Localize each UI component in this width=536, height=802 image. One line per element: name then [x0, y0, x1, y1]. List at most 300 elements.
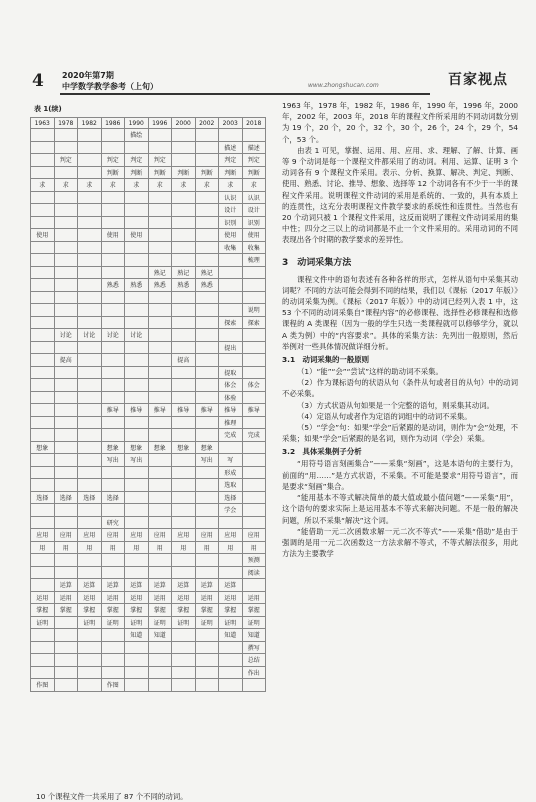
table-cell [54, 441, 78, 454]
table-row [31, 179, 266, 192]
table-cell: 判断 [172, 166, 196, 179]
year-header: 1990 [125, 118, 149, 129]
table-cell [219, 654, 243, 667]
table-cell: 用 [195, 541, 219, 554]
table-cell [195, 129, 219, 142]
table-cell: 判定 [242, 154, 266, 167]
table-cell: 认识 [219, 191, 243, 204]
table-row [31, 316, 266, 329]
table-cell [172, 191, 196, 204]
table-cell [54, 366, 78, 379]
table-cell [219, 329, 243, 342]
table-cell [31, 266, 55, 279]
table-cell: 证明 [78, 616, 102, 629]
table-cell: 选择 [78, 491, 102, 504]
table-cell [172, 141, 196, 154]
table-note: 10 个课程文件一共采用了 87 个不同的动词。 [36, 792, 188, 801]
table-cell [172, 554, 196, 567]
table-row [31, 666, 266, 679]
table-cell [148, 454, 172, 467]
table-cell [78, 154, 102, 167]
table-row [31, 441, 266, 454]
table-cell: 证明 [242, 616, 266, 629]
rule-item: （5）“学会”句：如果“学会”后紧跟的是动词，则作为“会”处理，不采集；如果“学会”后紧跟的是名词，则作为动词（学会）采集。 [282, 423, 518, 444]
table-cell [125, 241, 149, 254]
table-cell [148, 504, 172, 517]
table-cell [54, 554, 78, 567]
table-cell [54, 641, 78, 654]
rule-item: （4）定语从句或者作为定语的词组中的动词不采集。 [297, 411, 472, 421]
table-cell: 选择 [54, 491, 78, 504]
table-cell: 说明 [242, 304, 266, 317]
table-cell [125, 504, 149, 517]
table-cell: 用 [101, 541, 125, 554]
table-row [31, 529, 266, 542]
table-cell [195, 254, 219, 267]
table-cell [242, 491, 266, 504]
table-cell: 证明 [148, 616, 172, 629]
table-cell [125, 266, 149, 279]
table-cell [78, 254, 102, 267]
table-cell [78, 641, 102, 654]
table-cell [172, 304, 196, 317]
table-cell: 运算 [125, 579, 149, 592]
table-cell [148, 241, 172, 254]
table-cell [148, 216, 172, 229]
table-cell [195, 466, 219, 479]
table-row [31, 354, 266, 367]
table-cell: 判定 [101, 154, 125, 167]
table-cell [242, 504, 266, 517]
table-row [31, 416, 266, 429]
table-cell: 判断 [242, 166, 266, 179]
table-cell: 判定 [219, 154, 243, 167]
table-cell [101, 191, 125, 204]
table-cell [54, 679, 78, 692]
table-cell [101, 554, 125, 567]
table-cell: 应用 [242, 529, 266, 542]
table-cell: 运用 [125, 591, 149, 604]
table-cell: 想象 [172, 441, 196, 454]
table-cell [125, 304, 149, 317]
table-cell [148, 416, 172, 429]
table-cell: 使用 [125, 229, 149, 242]
table-cell [219, 641, 243, 654]
table-cell [101, 391, 125, 404]
table-cell [31, 554, 55, 567]
table-cell [219, 554, 243, 567]
table-cell: 运算 [219, 579, 243, 592]
table-cell: 运算 [101, 579, 125, 592]
table-cell [195, 141, 219, 154]
table-cell [54, 654, 78, 667]
table-cell [219, 666, 243, 679]
table-cell [101, 566, 125, 579]
table-row [31, 166, 266, 179]
table-cell: 掌握 [54, 604, 78, 617]
page-number: 4 [32, 71, 44, 91]
table-cell [148, 254, 172, 267]
table-cell: 掌握 [31, 604, 55, 617]
table-cell [242, 679, 266, 692]
table-cell: 完成 [242, 429, 266, 442]
table-cell: 运用 [54, 591, 78, 604]
table-row [31, 491, 266, 504]
table-cell [78, 266, 102, 279]
table-cell [31, 316, 55, 329]
table-cell: 证明 [172, 616, 196, 629]
table-cell: 运用 [172, 591, 196, 604]
table-cell [54, 191, 78, 204]
table-cell [78, 279, 102, 292]
table-cell [101, 466, 125, 479]
table-cell [148, 429, 172, 442]
table-cell [31, 504, 55, 517]
year-header: 1996 [148, 118, 172, 129]
right-column [282, 100, 518, 559]
example-paragraph: “能用基本不等式解决简单的最大值或最小值问题”——采集“用”，这个语句的要求实际上是运用基本不等式来解决问题。不是一般的解决问题，所以不采集“解决”这个词。 [282, 493, 518, 525]
table-cell: 讨论 [54, 329, 78, 342]
table-row [31, 466, 266, 479]
table-cell [31, 429, 55, 442]
table-cell: 应用 [54, 529, 78, 542]
table-cell [78, 166, 102, 179]
table-cell [195, 241, 219, 254]
table-cell [195, 554, 219, 567]
table-cell [125, 191, 149, 204]
table-cell [172, 154, 196, 167]
table-cell: 讨论 [101, 329, 125, 342]
table-row [31, 229, 266, 242]
table-cell: 推导 [125, 404, 149, 417]
table-cell [195, 191, 219, 204]
table-cell [101, 641, 125, 654]
table-cell: 求 [219, 179, 243, 192]
table-cell [31, 466, 55, 479]
table-cell [78, 366, 102, 379]
table-cell [172, 316, 196, 329]
table-cell: 熟悉 [172, 279, 196, 292]
table-row [31, 304, 266, 317]
table-cell [219, 354, 243, 367]
table-cell: 判断 [219, 166, 243, 179]
table-cell: 运算 [148, 579, 172, 592]
table-cell [31, 454, 55, 467]
table-cell [125, 354, 149, 367]
table-cell [242, 279, 266, 292]
table-cell [242, 579, 266, 592]
table-row [31, 291, 266, 304]
table-cell: 掌握 [219, 604, 243, 617]
table-cell: 应用 [172, 529, 196, 542]
table-cell [54, 304, 78, 317]
table-cell: 判断 [101, 166, 125, 179]
table-cell [172, 666, 196, 679]
table-header-row [31, 118, 266, 129]
table-cell [195, 354, 219, 367]
table-cell [219, 279, 243, 292]
table-row [31, 566, 266, 579]
table-cell [195, 679, 219, 692]
table-cell [172, 229, 196, 242]
table-cell: 运用 [195, 591, 219, 604]
table-cell: 作图 [31, 679, 55, 692]
section-heading: 3 动词采集方法 [282, 257, 352, 268]
table-cell [148, 341, 172, 354]
table-cell: 求 [172, 179, 196, 192]
table-cell [125, 666, 149, 679]
table-cell: 探索 [219, 316, 243, 329]
table-cell: 知道 [219, 629, 243, 642]
table-cell [78, 141, 102, 154]
table-cell [172, 329, 196, 342]
table-cell: 讨论 [125, 329, 149, 342]
table-cell [219, 516, 243, 529]
table-cell: 探索 [242, 316, 266, 329]
table-cell [101, 479, 125, 492]
table-cell [148, 204, 172, 217]
table-cell: 体会 [219, 379, 243, 392]
table-cell [31, 291, 55, 304]
table-cell: 求 [125, 179, 149, 192]
table-cell: 形成 [219, 466, 243, 479]
table-cell: 使用 [101, 229, 125, 242]
table-cell [31, 129, 55, 142]
example-paragraph: “能借助一元二次函数求解一元二次不等式”——采集“借助”是由于强调的是用一元二次函数这一方法求解不等式，不等式解法很多，用此方法为主要教学 [282, 526, 518, 559]
table-cell [78, 504, 102, 517]
year-header: 1963 [31, 118, 55, 129]
table-cell [54, 404, 78, 417]
table-cell [101, 291, 125, 304]
table-cell [172, 366, 196, 379]
table-cell [172, 391, 196, 404]
table-cell [195, 641, 219, 654]
table-cell [148, 229, 172, 242]
table-cell [78, 466, 102, 479]
table-cell [101, 204, 125, 217]
table-cell: 作出 [242, 666, 266, 679]
table-cell [78, 666, 102, 679]
table-cell: 使用 [31, 229, 55, 242]
table-cell [31, 516, 55, 529]
table-cell [101, 666, 125, 679]
table-cell [195, 379, 219, 392]
table-cell [125, 429, 149, 442]
year-header: 2002 [195, 118, 219, 129]
table-cell: 熟记 [148, 266, 172, 279]
table-cell: 体会 [242, 379, 266, 392]
table-cell [172, 641, 196, 654]
table-cell [78, 341, 102, 354]
table-cell [31, 641, 55, 654]
table-cell [148, 304, 172, 317]
table-cell: 求 [148, 179, 172, 192]
table-cell [54, 279, 78, 292]
table-row [31, 654, 266, 667]
table-cell: 用 [172, 541, 196, 554]
table-cell [78, 354, 102, 367]
table-cell: 判断 [195, 166, 219, 179]
table-cell [125, 141, 149, 154]
table-cell [172, 504, 196, 517]
table-cell: 应用 [148, 529, 172, 542]
table-cell [31, 241, 55, 254]
rule-item: （2）作为课标语句的状语从句（条件从句或者目的从句）中的动词不必采集。 [282, 378, 518, 399]
table-cell [242, 354, 266, 367]
table-cell [54, 229, 78, 242]
table-cell [78, 129, 102, 142]
table-cell [172, 416, 196, 429]
table-cell [172, 204, 196, 217]
table-cell: 选择 [219, 491, 243, 504]
table-cell [242, 516, 266, 529]
table-cell: 用 [219, 541, 243, 554]
table-cell [219, 266, 243, 279]
table-cell [148, 491, 172, 504]
table-cell [31, 141, 55, 154]
table-cell [78, 304, 102, 317]
table-cell: 写出 [125, 454, 149, 467]
table-cell [148, 316, 172, 329]
table-row [31, 516, 266, 529]
table-cell [31, 579, 55, 592]
table-cell: 应用 [31, 529, 55, 542]
table-cell [101, 629, 125, 642]
table-row [31, 266, 266, 279]
table-cell: 知道 [125, 629, 149, 642]
table-cell: 求 [101, 179, 125, 192]
table-cell [148, 366, 172, 379]
table-cell: 作图 [101, 679, 125, 692]
table-cell: 认识 [242, 191, 266, 204]
table-row [31, 579, 266, 592]
table-cell [31, 166, 55, 179]
table-cell [219, 441, 243, 454]
year-header: 2018 [242, 118, 266, 129]
table-cell [54, 316, 78, 329]
table-row [31, 279, 266, 292]
table-cell: 撰写 [242, 641, 266, 654]
table-cell [195, 416, 219, 429]
table-cell: 选择 [31, 491, 55, 504]
table-cell [242, 416, 266, 429]
table-cell: 知道 [148, 629, 172, 642]
table-cell [101, 129, 125, 142]
table-cell [31, 629, 55, 642]
table-cell: 提取 [219, 366, 243, 379]
table-cell: 推导 [219, 404, 243, 417]
table-cell [172, 654, 196, 667]
table-cell: 证明 [125, 616, 149, 629]
table-cell: 熟悉 [148, 279, 172, 292]
table-cell [125, 654, 149, 667]
table-cell: 讨论 [78, 329, 102, 342]
table-caption: 表 1(续) [34, 105, 62, 113]
table-cell: 运用 [78, 591, 102, 604]
table-cell [54, 504, 78, 517]
table-cell [148, 466, 172, 479]
table-cell: 求 [242, 179, 266, 192]
table-cell: 用 [242, 541, 266, 554]
table-cell [125, 216, 149, 229]
table-cell: 熟悉 [101, 279, 125, 292]
table-cell: 掌握 [195, 604, 219, 617]
table-cell: 求 [78, 179, 102, 192]
table-cell [172, 241, 196, 254]
table-cell: 推导 [242, 404, 266, 417]
table-cell [148, 379, 172, 392]
table-cell [125, 391, 149, 404]
table-cell [54, 129, 78, 142]
table-cell [78, 566, 102, 579]
table-cell: 用 [125, 541, 149, 554]
table-cell [195, 341, 219, 354]
table-cell [195, 491, 219, 504]
table-cell: 掌握 [242, 604, 266, 617]
table-row [31, 479, 266, 492]
table-cell [78, 416, 102, 429]
table-cell [54, 216, 78, 229]
table-cell [125, 679, 149, 692]
table-cell [148, 391, 172, 404]
table-cell [78, 191, 102, 204]
table-cell [242, 441, 266, 454]
table-cell: 提出 [219, 341, 243, 354]
table-cell [54, 291, 78, 304]
table-cell [31, 304, 55, 317]
table-cell [242, 129, 266, 142]
table-cell [78, 654, 102, 667]
table-cell: 学会 [219, 504, 243, 517]
table-cell: 运算 [78, 579, 102, 592]
table-cell [148, 666, 172, 679]
table-cell [195, 654, 219, 667]
table-cell [54, 391, 78, 404]
table-cell [172, 291, 196, 304]
table-cell [78, 391, 102, 404]
table-cell: 提高 [172, 354, 196, 367]
table-cell [125, 566, 149, 579]
table-cell: 用 [78, 541, 102, 554]
table-cell [219, 679, 243, 692]
table-cell: 熟记 [172, 266, 196, 279]
column-title: 百家视点 [448, 72, 508, 88]
table-cell [172, 479, 196, 492]
table-cell [148, 291, 172, 304]
table-cell [195, 316, 219, 329]
rule-item: （3）方式状语从句如果是一个完整的语句，则采集其动词。 [297, 400, 494, 410]
table-cell [31, 416, 55, 429]
table-cell [195, 154, 219, 167]
table-cell [125, 341, 149, 354]
table-cell [125, 479, 149, 492]
table-cell [54, 616, 78, 629]
table-cell [172, 491, 196, 504]
table-cell [78, 629, 102, 642]
table-cell [172, 379, 196, 392]
table-cell: 知道 [242, 629, 266, 642]
table-cell [78, 379, 102, 392]
table-cell [101, 416, 125, 429]
table-cell [78, 216, 102, 229]
table-cell [101, 654, 125, 667]
table-cell [172, 129, 196, 142]
table-cell: 提高 [54, 354, 78, 367]
table-cell: 收集 [219, 241, 243, 254]
table-cell [54, 341, 78, 354]
table-cell [78, 229, 102, 242]
table-cell: 求 [195, 179, 219, 192]
